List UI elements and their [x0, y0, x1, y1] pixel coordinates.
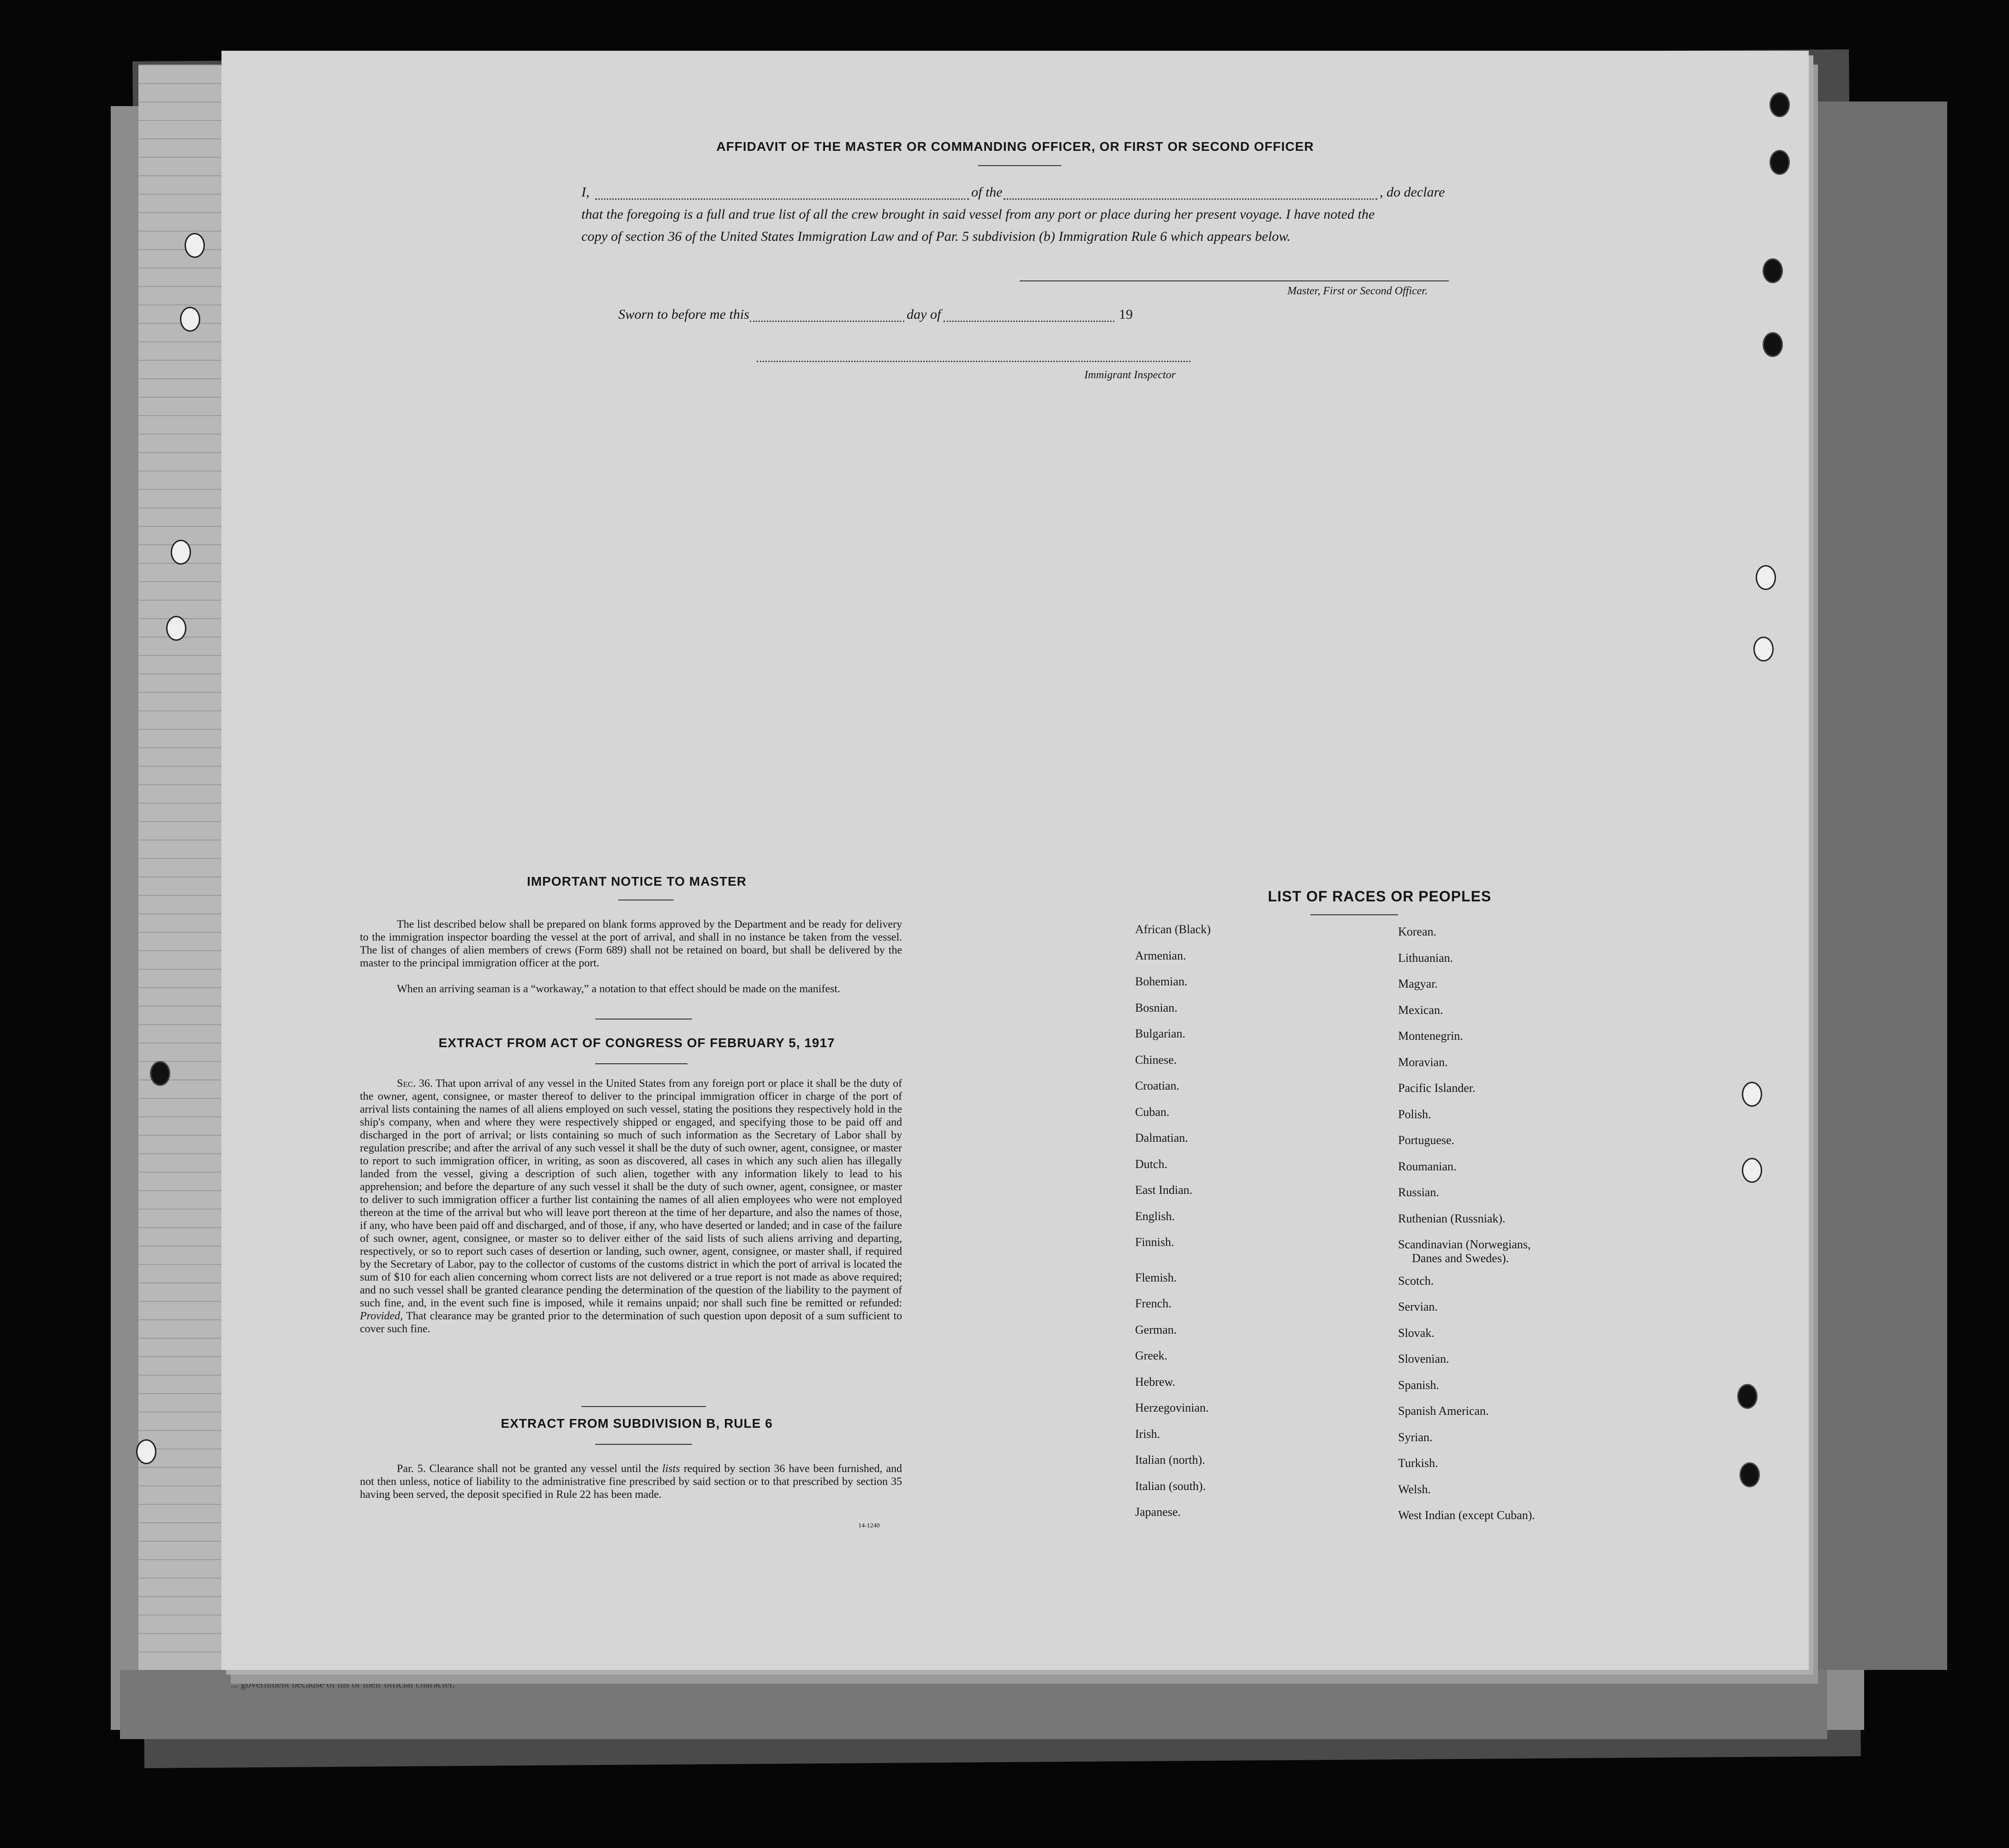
binder-hole [1753, 637, 1774, 662]
race-item: Turkish. [1398, 1456, 1438, 1470]
race-item: Slovenian. [1398, 1352, 1449, 1365]
binder-hole [185, 233, 205, 258]
notice-body: The list described below shall be prepared on blank forms approved by the Department and be ready for delivery to the immigration inspector boarding the vessel at the port of arrival, and shall in no instance be taken from the vessel. The list of changes of alien members of crews (Form 689) shall not be retained on board, but shall be delivered by the master to the principal immigration officer at the port. [360, 918, 902, 969]
race-item: French. [1135, 1297, 1172, 1310]
i-label: I, [581, 185, 590, 200]
race-item: Dutch. [1135, 1157, 1168, 1171]
divider [595, 1063, 688, 1064]
race-item: Irish. [1135, 1427, 1160, 1441]
date-blank [750, 321, 904, 322]
race-item: Bulgarian. [1135, 1027, 1186, 1040]
inspector-signature-line [757, 361, 1190, 362]
lists-word: lists [662, 1463, 680, 1475]
race-item: Dalmatian. [1135, 1131, 1188, 1145]
binder-hole [166, 616, 186, 641]
race-scandinavian-continued: Danes and Swedes). [1412, 1252, 1509, 1265]
race-item: Bohemian. [1135, 975, 1188, 988]
extract-act-title: EXTRACT FROM ACT OF CONGRESS OF FEBRUARY 5, 1917 [438, 1036, 835, 1050]
rule-6-body-b: required by section 36 have been furnished, and not then unless, notice of liability to the administrative fine prescribed by said section or to that prescribed by section 35 having been served, the deposit specified in Rule 22 has been made. [360, 1463, 903, 1501]
binder-hole [136, 1439, 156, 1464]
document-page [221, 51, 1809, 1670]
race-item: Cuban. [1135, 1105, 1170, 1119]
binder-hole [171, 540, 191, 565]
binder-hole [1763, 332, 1783, 357]
form-number: 14-1240 [858, 1522, 880, 1529]
affidavit-title: AFFIDAVIT OF THE MASTER OR COMMANDING OFFICER, OR FIRST OR SECOND OFFICER [716, 139, 1314, 154]
race-item: Hebrew. [1135, 1375, 1176, 1389]
bottom-sheet-edge [120, 1670, 1827, 1739]
bottom-strip-text: ... government because of his or their official character. [231, 1678, 455, 1690]
binder-hole [180, 307, 200, 332]
race-item: English. [1135, 1209, 1175, 1223]
race-item: Mexican. [1398, 1003, 1443, 1017]
binder-hole [1737, 1384, 1758, 1409]
ledger-sheet-edge [138, 65, 231, 1670]
race-item: Montenegrin. [1398, 1029, 1463, 1043]
signature-caption: Master, First or Second Officer. [1287, 285, 1428, 297]
divider [978, 165, 1061, 166]
race-item: West Indian (except Cuban). [1398, 1508, 1535, 1522]
rule-6-text [360, 1462, 902, 1501]
race-item: Scandinavian (Norwegians, [1398, 1238, 1531, 1251]
binder-hole [1742, 1082, 1762, 1107]
binder-hole [1740, 1462, 1760, 1487]
race-item: Servian. [1398, 1300, 1438, 1313]
name-blank [595, 198, 969, 200]
race-item: Scotch. [1398, 1274, 1434, 1288]
binder-hole [1756, 565, 1776, 590]
race-item: Japanese. [1135, 1505, 1181, 1519]
section-36-body: That upon arrival of any vessel in the United States from any foreign port or place it shall be the duty of the owner, agent, consignee, or master thereof to deliver to the principal immigration officer in charge of the port of arrival lists containing the names of all aliens employed on such vessel, stating the positions they respectively hold in the ship's company, when and where they were respectively shipped or engaged, and specifying those to be paid off and discharged in the port of arrival; or lists containing so much of such information as the Secretary of Labor shall by regulation prescribe; and after the arrival of any such vessel it shall be the duty of such owner, agent, consignee, or master to report to such immigration officer, in writing, as soon as discovered, all cases in which any such alien has illegally landed from the vessel, giving a description of such alien, together with any information likely to lead to his apprehension; and before the departure of any such vessel it shall be the duty of such owner, agent, consignee, or master to deliver to such immigration officer a further list containing the names of all alien employees who were not employed thereon at the time of the arrival but who will leave port thereon at the time of her departure, and also the names of those, if any, who have been paid off and discharged, and of those, if any, who have deserted or landed; and in case of the failure of such owner, agent, consignee, or master so to deliver either of the said lists of such aliens arriving and departing, respectively, or so to report such cases of desertion or landing, such owner, agent, consignee, or master shall, if required by the Secretary of Labor, pay to the collector of customs of the customs district in which the port of arrival is located the sum of $10 for each alien concerning whom correct lists are not delivered or a true report is not made as above required; and no such vessel shall be granted clearance pending the determination of the question of the liability to the payment of such fine, and, in the event such fine is imposed, while it remains unpaid; nor shall such fine be remitted or refunded: [360, 1078, 902, 1309]
race-item: Roumanian. [1398, 1159, 1457, 1173]
section-label: Sec. 36. [397, 1078, 433, 1090]
month-blank [944, 321, 1114, 322]
day-of-label: day of [907, 307, 941, 322]
notice-body-workaway: When an arriving seaman is a “workaway,” a notation to that effect should be made on the manifest. [397, 983, 840, 995]
race-item: Spanish American. [1398, 1404, 1489, 1418]
year-prefix: 19 [1119, 307, 1133, 322]
race-item: Croatian. [1135, 1079, 1180, 1092]
race-item: Pacific Islander. [1398, 1081, 1476, 1095]
race-item: Welsh. [1398, 1482, 1431, 1496]
race-item: Flemish. [1135, 1270, 1177, 1284]
inspector-caption: Immigrant Inspector [1084, 369, 1176, 381]
extract-rule-title: EXTRACT FROM SUBDIVISION B, RULE 6 [501, 1416, 773, 1431]
sworn-line [618, 307, 1172, 325]
affidavit-line-1 [581, 185, 1477, 203]
race-item: Magyar. [1398, 977, 1438, 990]
race-item: Finnish. [1135, 1235, 1174, 1249]
race-item: Greek. [1135, 1349, 1168, 1362]
sworn-label: Sworn to before me this [618, 307, 749, 322]
provided-word: Provided, [360, 1310, 403, 1322]
race-item: African (Black) [1135, 923, 1211, 936]
race-item: Chinese. [1135, 1053, 1177, 1067]
of-the-label: of the [971, 185, 1003, 200]
section-36-text [360, 1077, 902, 1335]
notice-title: IMPORTANT NOTICE TO MASTER [526, 874, 747, 888]
binder-hole [1763, 258, 1783, 283]
race-item: Bosnian. [1135, 1001, 1178, 1014]
race-item: Herzegovinian. [1135, 1401, 1209, 1414]
divider [581, 1406, 706, 1407]
race-item: Spanish. [1398, 1378, 1439, 1392]
race-item: Portuguese. [1398, 1133, 1455, 1147]
race-item: Russian. [1398, 1186, 1439, 1199]
divider [595, 1444, 692, 1445]
divider [1310, 914, 1398, 915]
binder-hole [1770, 92, 1790, 117]
race-item: Italian (north). [1135, 1453, 1205, 1466]
affidavit-line-3: copy of section 36 of the United States Immigration Law and of Par. 5 subdivision (b) Immigration Rule 6 which appears below. [581, 229, 1291, 244]
do-declare-label: , do declare [1380, 185, 1445, 200]
race-item: Korean. [1398, 925, 1437, 938]
section-36-end: That clearance may be granted prior to the determination of such question upon deposit of a sum sufficient to cover such fine. [360, 1310, 902, 1335]
signature-line [1020, 280, 1449, 281]
affidavit-line-2: that the foregoing is a full and true list of all the crew brought in said vessel from any port or place during her present voyage. I have noted the [581, 207, 1375, 222]
race-item: Moravian. [1398, 1055, 1448, 1069]
race-item: Lithuanian. [1398, 951, 1453, 965]
rule-6-body-a: Par. 5. Clearance shall not be granted any vessel until the [397, 1463, 659, 1475]
race-item: Armenian. [1135, 948, 1186, 962]
vessel-blank [1004, 198, 1377, 200]
binder-hole [1742, 1158, 1762, 1183]
races-title: LIST OF RACES OR PEOPLES [1268, 888, 1492, 905]
race-item: Italian (south). [1135, 1479, 1206, 1493]
race-item: Slovak. [1398, 1326, 1435, 1340]
binder-hole [150, 1061, 170, 1086]
race-item: Polish. [1398, 1107, 1431, 1121]
race-item: Syrian. [1398, 1430, 1433, 1444]
right-sheet-edge [1818, 101, 1947, 1670]
race-item: East Indian. [1135, 1183, 1193, 1197]
race-item: Ruthenian (Russniak). [1398, 1211, 1506, 1225]
race-item: German. [1135, 1323, 1177, 1336]
